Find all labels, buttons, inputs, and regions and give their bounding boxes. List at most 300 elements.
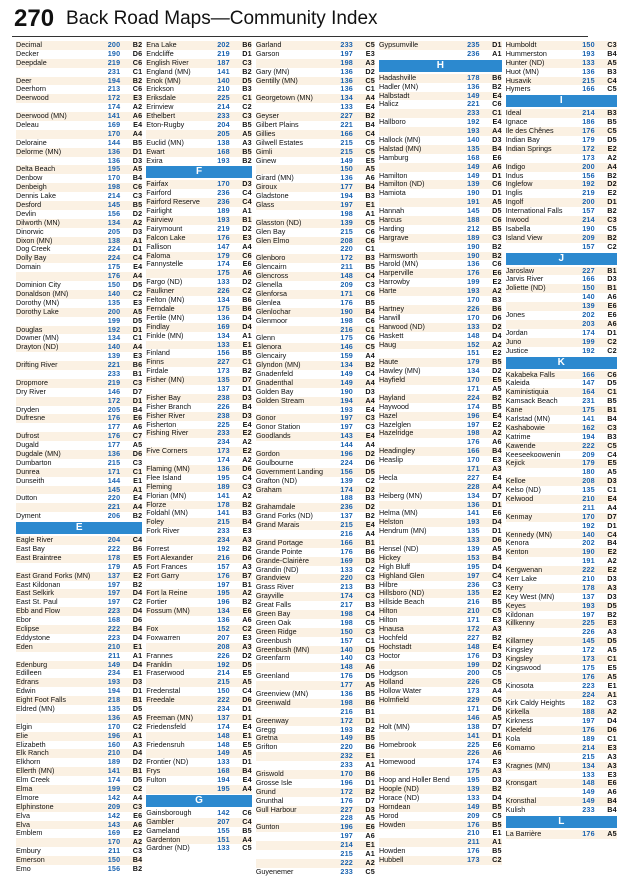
grid-reference: D2 bbox=[242, 277, 252, 287]
map-page: 174 bbox=[107, 775, 121, 785]
map-page: 176 bbox=[217, 570, 230, 580]
grid-reference: C4 bbox=[132, 535, 143, 545]
grid-reference: A3 bbox=[492, 624, 502, 633]
map-page: 149 bbox=[107, 659, 121, 669]
map-page: 226 bbox=[217, 286, 230, 296]
map-page: 137 bbox=[107, 570, 121, 580]
grid-reference: B2 bbox=[607, 206, 617, 216]
community-name: Elie bbox=[16, 730, 28, 740]
grid-reference: C1 bbox=[365, 635, 375, 645]
grid-reference: D7 bbox=[492, 490, 502, 500]
map-page: 188 bbox=[467, 215, 480, 225]
map-page: 171 bbox=[467, 615, 480, 625]
map-page: 144 bbox=[107, 137, 121, 147]
community-name: Dufrost bbox=[16, 431, 40, 441]
index-entry bbox=[379, 189, 502, 198]
community-name: Harcus bbox=[378, 215, 402, 225]
grid-reference: E3 bbox=[492, 455, 502, 465]
community-name: Harrowby bbox=[378, 277, 410, 287]
grid-reference: A5 bbox=[242, 677, 252, 687]
community-name: Fossum (MN) bbox=[146, 606, 190, 616]
map-page: 234 bbox=[107, 668, 121, 678]
grid-reference: D1 bbox=[492, 40, 502, 49]
page-number: 270 bbox=[14, 5, 55, 32]
map-page: 191 bbox=[467, 197, 480, 207]
grid-reference: E4 bbox=[242, 721, 252, 731]
map-page: 196 bbox=[467, 410, 480, 420]
community-name: Jordan bbox=[505, 327, 528, 337]
grid-reference: A1 bbox=[132, 730, 143, 740]
map-page: 195 bbox=[217, 472, 230, 482]
community-name: Elkhorn bbox=[16, 757, 41, 767]
map-page: 208 bbox=[582, 476, 595, 486]
community-name: Freeman (MN) bbox=[146, 712, 194, 722]
community-name: High Bluff bbox=[378, 561, 410, 571]
grid-reference: A2 bbox=[132, 217, 143, 227]
community-name: Fairlight bbox=[146, 206, 172, 216]
map-page: 169 bbox=[107, 120, 121, 130]
grid-reference: C3 bbox=[132, 457, 143, 467]
index-entry bbox=[379, 376, 502, 385]
map-page: 175 bbox=[107, 262, 121, 272]
community-name: Fargo (ND) bbox=[146, 277, 183, 287]
index-entry bbox=[256, 521, 375, 530]
grid-reference: C2 bbox=[365, 475, 375, 485]
grid-reference: B3 bbox=[607, 108, 617, 118]
grid-reference: E4 bbox=[365, 520, 375, 530]
map-page: 216 bbox=[340, 706, 353, 716]
community-name: Hartney bbox=[378, 303, 405, 313]
map-page: 194 bbox=[582, 431, 595, 441]
grid-reference: B5 bbox=[492, 846, 502, 856]
map-page: 135 bbox=[467, 526, 480, 536]
map-page: 148 bbox=[340, 662, 353, 672]
map-page: 220 bbox=[107, 493, 121, 503]
map-page: 197 bbox=[582, 609, 595, 619]
map-page: 172 bbox=[467, 624, 480, 633]
community-name: Girard (MN) bbox=[255, 173, 294, 183]
map-page: 187 bbox=[217, 57, 230, 67]
map-page: 176 bbox=[467, 437, 480, 447]
map-page: 233 bbox=[582, 805, 595, 815]
grid-reference: A1 bbox=[132, 484, 143, 494]
grid-reference: B3 bbox=[242, 508, 252, 518]
grid-reference: E5 bbox=[133, 552, 143, 562]
map-page: 210 bbox=[467, 828, 480, 838]
index-entry bbox=[16, 414, 142, 423]
map-page: 166 bbox=[340, 128, 353, 138]
map-page: 180 bbox=[582, 467, 595, 477]
grid-reference: B4 bbox=[242, 766, 252, 776]
community-name: Glasston (ND) bbox=[255, 217, 302, 227]
map-page: 195 bbox=[107, 164, 121, 174]
community-name: Green Oak bbox=[255, 617, 291, 627]
map-page: 236 bbox=[217, 188, 230, 198]
header-rule bbox=[12, 36, 588, 37]
grid-reference: E4 bbox=[492, 90, 502, 100]
map-page: 219 bbox=[107, 57, 121, 67]
map-page: 194 bbox=[340, 395, 353, 405]
index-entry bbox=[506, 495, 617, 504]
grid-reference: A5 bbox=[607, 467, 617, 477]
grid-reference: C6 bbox=[132, 84, 143, 94]
index-entry bbox=[146, 332, 252, 341]
map-page: 137 bbox=[582, 591, 595, 601]
community-name: Enok (MN) bbox=[146, 75, 181, 85]
map-page: 149 bbox=[217, 748, 230, 758]
grid-reference: C1 bbox=[607, 485, 617, 495]
map-page: 192 bbox=[582, 520, 595, 530]
community-name: Foxwarren bbox=[146, 632, 181, 642]
community-name: Exira bbox=[146, 155, 163, 165]
grid-reference: B4 bbox=[492, 552, 502, 562]
community-name: Edenburg bbox=[16, 659, 48, 669]
grid-reference: D6 bbox=[132, 615, 143, 625]
map-page: 208 bbox=[217, 641, 230, 651]
grid-reference: D3 bbox=[242, 179, 252, 189]
grid-reference: C6 bbox=[242, 250, 252, 260]
grid-reference: D1 bbox=[492, 526, 502, 536]
grid-reference: C5 bbox=[365, 75, 375, 85]
grid-reference: E3 bbox=[133, 297, 143, 307]
map-page: 136 bbox=[217, 463, 230, 473]
map-page: 136 bbox=[467, 259, 480, 269]
community-name: Gainsborough bbox=[146, 807, 192, 817]
grid-reference: C1 bbox=[607, 734, 617, 744]
community-name: Graham bbox=[255, 484, 282, 494]
grid-reference: B5 bbox=[365, 262, 375, 272]
community-name: Heiberg (MN) bbox=[378, 490, 423, 500]
index-entry bbox=[506, 293, 617, 302]
grid-reference: C4 bbox=[607, 529, 617, 539]
community-name: Gameland bbox=[146, 825, 180, 835]
community-name: Hochfeld bbox=[378, 632, 408, 642]
map-page: 202 bbox=[217, 40, 230, 49]
map-page: 200 bbox=[582, 197, 595, 207]
map-page: 222 bbox=[582, 440, 595, 450]
grid-reference: E4 bbox=[365, 404, 375, 414]
community-name: Deerwood (MN) bbox=[16, 111, 67, 121]
letter-heading: J bbox=[506, 253, 617, 265]
community-name: Kawende bbox=[505, 440, 536, 450]
map-page: 134 bbox=[107, 333, 121, 343]
grid-reference: D5 bbox=[242, 659, 252, 669]
grid-reference: C4 bbox=[365, 609, 375, 618]
community-name: Hoctor bbox=[378, 650, 401, 660]
community-name: Hallboro bbox=[378, 117, 406, 127]
community-name: Hamilton bbox=[378, 170, 408, 180]
community-name: Dry River bbox=[16, 386, 46, 396]
community-name: Gilwell Estates bbox=[255, 137, 303, 147]
grid-reference: B4 bbox=[132, 624, 143, 633]
community-name: Finland bbox=[146, 348, 170, 358]
community-name: Gonor Station bbox=[255, 422, 301, 432]
map-page: 157 bbox=[582, 206, 595, 216]
community-name: Isabella bbox=[505, 223, 531, 233]
community-name: Grande Pointe bbox=[255, 546, 303, 556]
community-name: Denbeigh bbox=[16, 182, 47, 192]
map-page: 209 bbox=[582, 449, 595, 459]
grid-reference: B3 bbox=[365, 493, 375, 503]
map-page: 220 bbox=[340, 573, 353, 583]
map-page: 210 bbox=[217, 84, 230, 94]
grid-reference: D3 bbox=[492, 775, 502, 785]
grid-reference: E5 bbox=[365, 155, 375, 165]
map-page: 196 bbox=[340, 448, 353, 458]
map-page: 190 bbox=[582, 547, 595, 557]
grid-reference: B4 bbox=[132, 855, 143, 865]
community-name: Felton (MN) bbox=[146, 295, 185, 305]
community-name: Kinosota bbox=[505, 680, 534, 690]
index-entry bbox=[506, 779, 617, 788]
community-name: Hendrum (MN) bbox=[378, 526, 427, 536]
grid-reference: C2 bbox=[242, 624, 252, 633]
map-page: 190 bbox=[582, 223, 595, 233]
community-name: Gnadenthal bbox=[255, 377, 293, 387]
grid-reference: A5 bbox=[492, 197, 502, 207]
grid-reference: A1 bbox=[132, 650, 143, 660]
index-entry bbox=[256, 157, 375, 166]
grid-reference: A3 bbox=[365, 57, 375, 67]
community-name: Firdale bbox=[146, 366, 169, 376]
grid-reference: C3 bbox=[132, 377, 143, 387]
map-page: 172 bbox=[582, 143, 595, 153]
community-name: Kaleida bbox=[505, 378, 530, 388]
grid-reference: A1 bbox=[365, 208, 375, 218]
map-page: 192 bbox=[582, 179, 595, 189]
index-column bbox=[505, 40, 617, 839]
map-page: 174 bbox=[107, 102, 121, 112]
grid-reference: A2 bbox=[365, 857, 375, 867]
index-entry bbox=[379, 705, 502, 714]
grid-reference: C5 bbox=[365, 617, 375, 627]
grid-reference: E3 bbox=[492, 757, 502, 767]
map-page: 215 bbox=[217, 517, 230, 527]
map-page: 235 bbox=[467, 40, 480, 49]
map-page: 136 bbox=[340, 66, 353, 76]
community-name: Horod bbox=[378, 810, 399, 820]
community-name: Franklin bbox=[146, 659, 172, 669]
grid-reference: B4 bbox=[607, 796, 617, 806]
grid-reference: B5 bbox=[492, 401, 502, 411]
grid-reference: B1 bbox=[132, 368, 143, 378]
grid-reference: D3 bbox=[365, 386, 375, 396]
community-name: Harding bbox=[378, 223, 405, 233]
map-page: 207 bbox=[217, 632, 230, 642]
map-page: 139 bbox=[582, 301, 595, 311]
grid-reference: D3 bbox=[607, 591, 617, 601]
index-entry bbox=[146, 447, 252, 456]
map-page: 152 bbox=[467, 339, 480, 349]
index-column bbox=[16, 40, 143, 874]
community-name: Dorothy (MN) bbox=[16, 297, 60, 307]
community-name: Fairview bbox=[146, 215, 174, 225]
map-page: 135 bbox=[217, 375, 230, 385]
community-name: Deloraine bbox=[16, 137, 47, 147]
map-page: 215 bbox=[340, 520, 353, 530]
index-entry bbox=[379, 287, 502, 296]
grid-reference: C1 bbox=[365, 244, 375, 254]
index-entry bbox=[146, 776, 252, 785]
map-page: 199 bbox=[107, 315, 121, 325]
grid-reference: A5 bbox=[365, 680, 375, 690]
grid-reference: E4 bbox=[242, 775, 252, 785]
community-name: Kenora bbox=[505, 538, 529, 548]
community-name: Foldahl (MN) bbox=[146, 508, 188, 518]
map-page: 156 bbox=[340, 466, 353, 476]
grid-reference: D3 bbox=[132, 155, 143, 165]
index-entry bbox=[146, 607, 252, 616]
map-page: 170 bbox=[467, 295, 480, 305]
index-entry bbox=[146, 669, 252, 678]
grid-reference: D3 bbox=[132, 226, 143, 236]
map-page: 198 bbox=[107, 182, 121, 192]
index-entry bbox=[16, 812, 142, 821]
grid-reference: E6 bbox=[242, 606, 252, 616]
community-name: Douglas bbox=[16, 324, 43, 334]
community-name: Emo bbox=[16, 864, 31, 874]
community-name: Kakabeka Falls bbox=[505, 369, 555, 379]
community-name: Heaslip bbox=[378, 455, 403, 465]
grid-reference: C2 bbox=[492, 855, 502, 865]
grid-reference: E1 bbox=[242, 339, 252, 349]
community-name: Howden bbox=[378, 846, 406, 856]
grid-reference: A5 bbox=[492, 712, 502, 722]
grid-reference: C6 bbox=[365, 288, 375, 298]
index-entry bbox=[379, 100, 502, 109]
community-name: Husavik bbox=[505, 75, 532, 85]
grid-reference: C5 bbox=[607, 84, 617, 94]
map-page: 169 bbox=[107, 828, 121, 838]
grid-reference: B7 bbox=[242, 570, 252, 580]
map-page: 159 bbox=[340, 351, 353, 361]
map-page: 175 bbox=[467, 766, 480, 776]
community-name: Kerr Lake bbox=[505, 573, 537, 583]
map-page: 194 bbox=[340, 191, 353, 201]
community-name: Finkle (MN) bbox=[146, 330, 184, 340]
map-page: 219 bbox=[582, 188, 595, 198]
map-page: 182 bbox=[582, 698, 595, 708]
community-name: Kragnes (MN) bbox=[505, 760, 551, 770]
grid-reference: B2 bbox=[132, 579, 143, 589]
grid-reference: D2 bbox=[132, 208, 143, 218]
map-page: 233 bbox=[217, 428, 230, 438]
grid-reference: B3 bbox=[365, 253, 375, 263]
index-entry bbox=[506, 548, 617, 557]
community-name: Hollow Water bbox=[378, 686, 422, 696]
map-page: 197 bbox=[107, 588, 121, 598]
grid-reference: D2 bbox=[132, 757, 143, 767]
community-name: Hochstadt bbox=[378, 641, 412, 651]
index-entry bbox=[146, 376, 252, 385]
community-name: Georgetown (MN) bbox=[255, 93, 313, 103]
grid-reference: E4 bbox=[492, 472, 502, 482]
grid-reference: A3 bbox=[132, 739, 143, 749]
map-page: 238 bbox=[217, 392, 230, 402]
map-page: 197 bbox=[340, 48, 353, 58]
map-page: 214 bbox=[582, 742, 595, 752]
index-entry bbox=[506, 682, 617, 691]
grid-reference: D6 bbox=[132, 448, 143, 458]
grid-reference: D4 bbox=[132, 659, 143, 669]
index-entry bbox=[146, 527, 252, 536]
grid-reference: D5 bbox=[132, 775, 143, 785]
index-entry bbox=[506, 243, 617, 252]
page-header bbox=[14, 4, 378, 34]
community-name: Harte bbox=[378, 286, 397, 296]
map-page: 203 bbox=[582, 318, 595, 328]
grid-reference: E4 bbox=[133, 493, 143, 503]
index-entry bbox=[256, 832, 375, 841]
index-entry bbox=[506, 284, 617, 293]
map-page: 234 bbox=[217, 535, 230, 545]
map-page: 136 bbox=[217, 615, 230, 625]
map-page: 141 bbox=[467, 730, 480, 740]
map-page: 157 bbox=[340, 635, 353, 645]
community-name: Dugald bbox=[16, 440, 39, 450]
map-page: 214 bbox=[340, 840, 353, 850]
grid-reference: B3 bbox=[365, 582, 375, 592]
grid-reference: A3 bbox=[607, 751, 617, 761]
map-page: 197 bbox=[582, 716, 595, 726]
grid-reference: D2 bbox=[492, 659, 502, 669]
community-name: Goulbourne bbox=[255, 457, 294, 467]
map-page: 223 bbox=[107, 606, 121, 616]
grid-reference: D1 bbox=[242, 383, 252, 393]
grid-reference: B4 bbox=[607, 413, 617, 423]
community-name: Haywood bbox=[378, 401, 409, 411]
map-page: 209 bbox=[467, 810, 480, 820]
map-page: 236 bbox=[467, 48, 480, 58]
grid-reference: A4 bbox=[132, 271, 143, 281]
grid-reference: A5 bbox=[607, 671, 617, 681]
map-page: 204 bbox=[217, 120, 230, 130]
map-page: 209 bbox=[107, 801, 121, 811]
grid-reference: A5 bbox=[242, 748, 252, 758]
map-page: 169 bbox=[340, 555, 353, 565]
map-page: 133 bbox=[340, 564, 353, 574]
map-page: 143 bbox=[340, 431, 353, 441]
grid-reference: A6 bbox=[132, 111, 143, 121]
community-name: Hillside Beach bbox=[378, 597, 425, 607]
community-name: Glyndon (MN) bbox=[255, 360, 301, 370]
grid-reference: C4 bbox=[242, 188, 252, 198]
grid-reference: C3 bbox=[607, 698, 617, 708]
map-page: 166 bbox=[467, 446, 480, 456]
community-name: Ginew bbox=[255, 155, 277, 165]
grid-reference: D4 bbox=[242, 321, 252, 331]
community-name: Hunter (ND) bbox=[505, 57, 545, 67]
map-page: 171 bbox=[467, 463, 480, 473]
map-page: 133 bbox=[217, 757, 230, 767]
map-page: 141 bbox=[107, 766, 121, 776]
grid-reference: A5 bbox=[132, 712, 143, 722]
map-page: 222 bbox=[107, 543, 121, 553]
community-name: Glenella bbox=[255, 280, 283, 290]
map-page: 134 bbox=[217, 330, 230, 340]
grid-reference: A3 bbox=[242, 561, 252, 571]
grid-reference: D6 bbox=[365, 457, 375, 467]
grid-reference: A4 bbox=[365, 395, 375, 405]
grid-reference: E6 bbox=[492, 152, 502, 162]
grid-reference: D1 bbox=[365, 777, 375, 787]
map-page: 200 bbox=[107, 306, 121, 316]
map-page: 190 bbox=[467, 241, 480, 251]
map-page: 176 bbox=[107, 271, 121, 281]
grid-reference: E2 bbox=[607, 188, 617, 198]
map-page: 223 bbox=[107, 632, 121, 642]
map-page: 199 bbox=[582, 336, 595, 346]
